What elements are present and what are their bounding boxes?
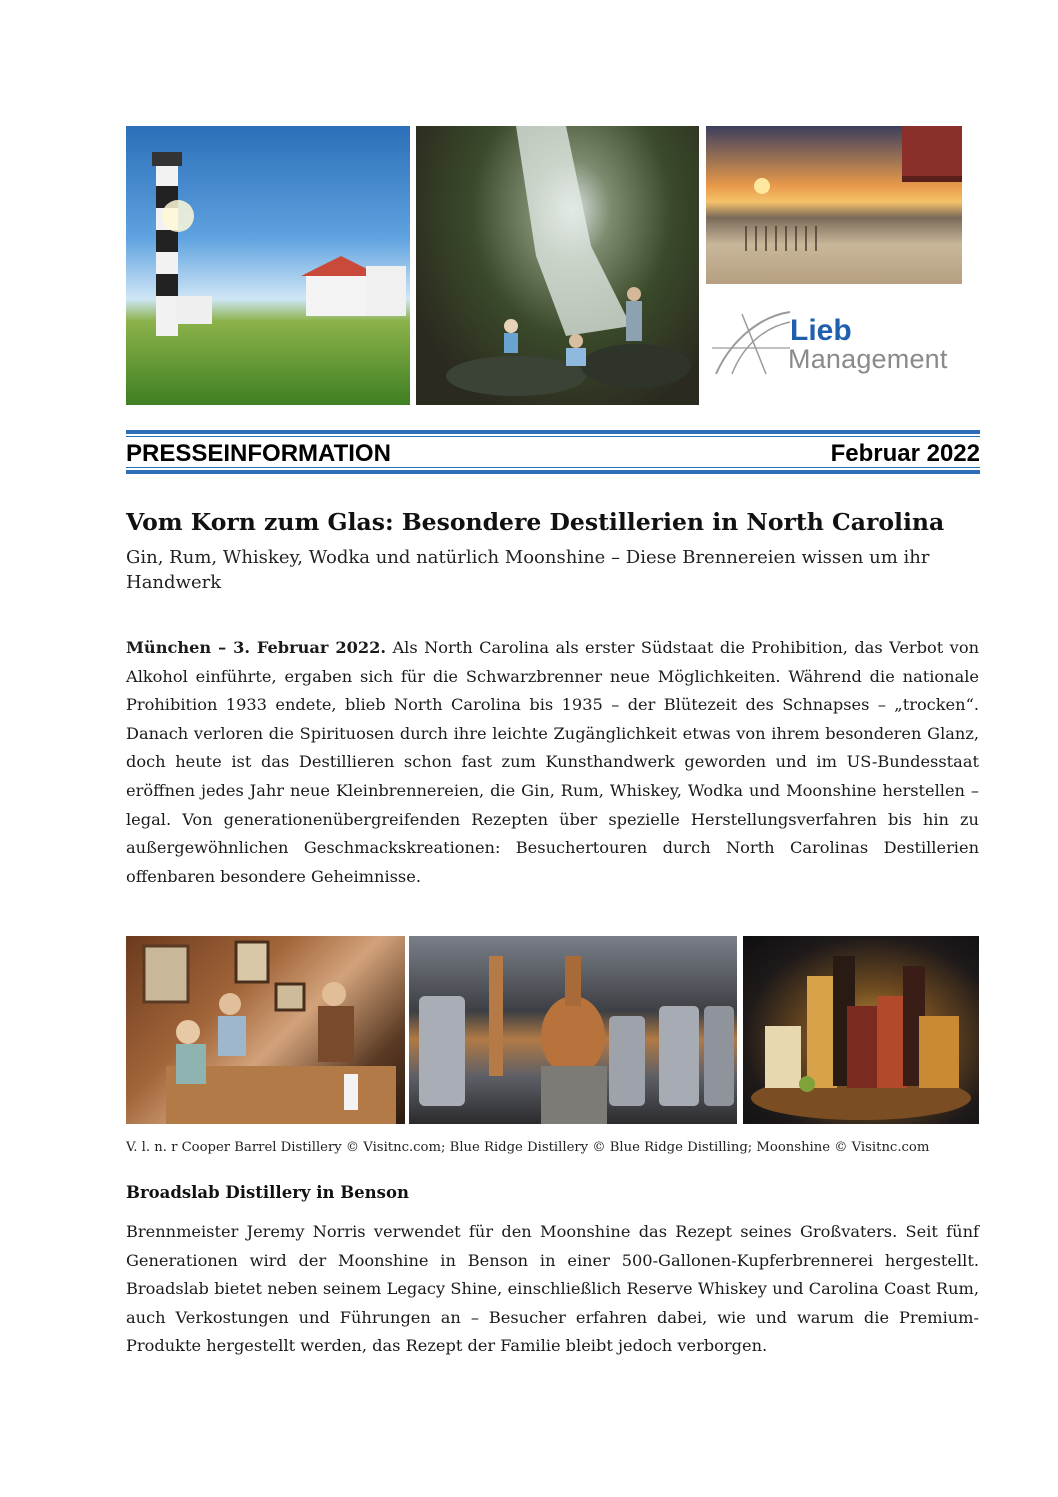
bar-illustration [126, 936, 405, 1124]
logo-text-lieb: Lieb [790, 314, 852, 347]
still-illustration [409, 936, 737, 1124]
section-paragraph: Brennmeister Jeremy Norris verwendet für den Moonshine das Rezept seines Großvaters. Seit fünf Generationen wird der Moonshine in Benson in einer 500-Gallonen-Kupferbrennerei hergestellt. Broadslab bietet neben seinem Legacy Shine, einschließlich Reserve Whiskey und Carolina Coast Rum, auch Verkostungen und Führungen an – Besucher erfahren dabei, wie und warum die Premium-Produkte hergestellt werden, das Rezept der Familie bleibt jedoch verborgen. [126, 1222, 979, 1356]
blue-ridge-distillery-photo [409, 936, 737, 1124]
intro-paragraph [126, 634, 979, 891]
photo-caption: V. l. n. r Cooper Barrel Distillery © Visitnc.com; Blue Ridge Distillery © Blue Ridge Distilling; Moonshine © Visitnc.com [126, 1140, 930, 1155]
lieb-management-logo [712, 308, 958, 380]
intro-text: Als North Carolina als erster Südstaat die Prohibition, das Verbot von Alkohol einführte, ergaben sich für die Schwarzbrenner neue Möglichkeiten. Während die nationale Prohibition 1933 endete, blieb North Carolina bis 1935 – der Blütezeit des Schnapses – „trocken“. Danach verloren die Spirituosen durch ihre leichte Zugänglichkeit etwas von ihrem besonderen Glanz, doch heute ist das Destillieren schon fast zum Kunsthandwerk geworden und im US-Bundesstaat eröffnen jedes Jahr neue Kleinbrennereien, die Gin, Rum, Whiskey, Wodka und Moonshine herstellen – legal. Von generationenübergreifenden Rezepten über spezielle Herstellungsverfahren bis hin zu außergewöhnlichen Geschmackskreationen: Besuchertouren durch North Carolinas Destillerien offenbaren besondere Geheimnisse. [126, 638, 979, 886]
waterfall-illustration [416, 126, 699, 405]
article-subtitle: Gin, Rum, Whiskey, Wodka und natürlich Moonshine – Diese Brennereien wissen um ihr Handwerk [126, 547, 930, 593]
dateline: München – 3. Februar 2022. [126, 638, 387, 657]
section-heading: Broadslab Distillery in Benson [126, 1183, 409, 1202]
beach-sunset-photo [706, 126, 962, 284]
header-rule-bottom-thin [126, 467, 980, 468]
header-rule-top-thin [126, 436, 980, 437]
header-rule-bottom [126, 470, 980, 474]
header-rule-top [126, 430, 980, 434]
moonshine-bottles-photo [743, 936, 979, 1124]
lighthouse-photo [126, 126, 410, 405]
logo-text-management: Management [788, 344, 948, 374]
beach-illustration [706, 126, 962, 284]
logo-mark-icon [712, 308, 792, 380]
lighthouse-illustration [126, 126, 410, 405]
bottles-illustration [743, 936, 979, 1124]
waterfall-photo [416, 126, 699, 405]
press-date: Februar 2022 [830, 440, 980, 467]
article-title: Vom Korn zum Glas: Besondere Destillerien in North Carolina [126, 508, 945, 536]
press-info-label: PRESSEINFORMATION [126, 440, 391, 467]
cooper-barrel-distillery-photo [126, 936, 405, 1124]
